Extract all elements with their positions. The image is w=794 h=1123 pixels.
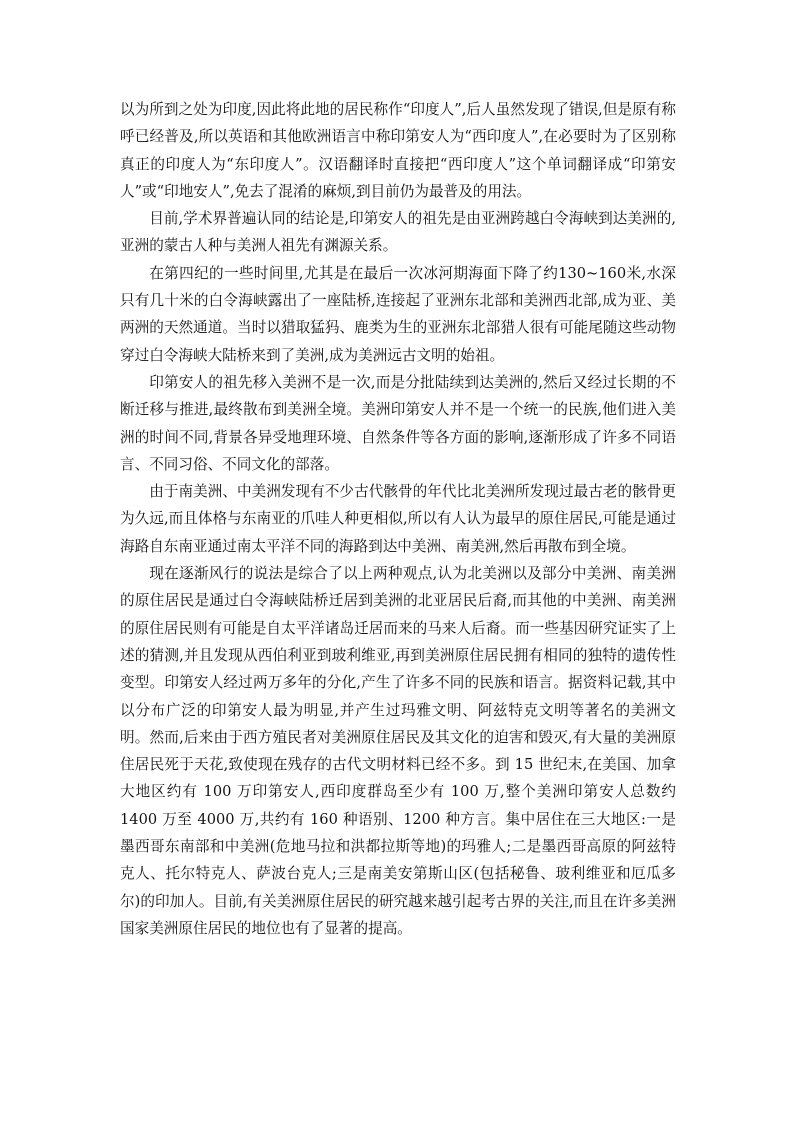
document-body bbox=[120, 96, 676, 942]
paragraph-4: 印第安人的祖先移入美洲不是一次,而是分批陆续到达美洲的,然后又经过长期的不断迁移与推进,最终散布到美洲全境。美洲印第安人并不是一个统一的民族,他们进入美洲的时间不同,背景各异受地理环境、自然条件等各方面的影响,逐渐形成了许多不同语言、不同习俗、不同文化的部落。 bbox=[120, 373, 676, 473]
paragraph-2: 目前,学术界普遍认同的结论是,印第安人的祖先是由亚洲跨越白令海峡到达美洲的,亚洲的蒙古人种与美洲人祖先有渊源关系。 bbox=[120, 210, 676, 255]
paragraph-1: 以为所到之处为印度,因此将此地的居民称作“印度人”,后人虽然发现了错误,但是原有称呼已经普及,所以英语和其他欧洲语言中称印第安人为“西印度人”,在必要时为了区别称真正的印度人为“东印度人”。汉语翻译时直接把“西印度人”这个单词翻译成“印第安人”或“印地安人”,免去了混淆的麻烦,到目前仍为最普及的用法。 bbox=[120, 101, 676, 200]
paragraph-6: 现在逐渐风行的说法是综合了以上两种观点,认为北美洲以及部分中美洲、南美洲的原住居民是通过白令海峡陆桥迁居到美洲的北亚居民后裔,而其他的中美洲、南美洲的原住居民则有可能是自太平洋诸岛迁居而来的马来人后裔。而一些基因研究证实了上述的猜测,并且发现从西伯利亚到玻利维亚,再到美洲原住居民拥有相同的独特的遗传性变型。印第安人经过两万多年的分化,产生了许多不同的民族和语言。据资料记载,其中以分布广泛的印第安人最为明显,并产生过玛雅文明、阿兹特克文明等著名的美洲文明。然而,后来由于西方殖民者对美洲原住居民及其文化的迫害和毁灭,有大量的美洲原住居民死于天花,致使现在残存的古代文明材料已经不多。到 15 世纪末,在美国、加拿大地区约有 100 万印第安人,西印度群岛至少有 100 万,整个美洲印第安人总数约 1400 万至 4000 万,共约有 160 种语别、1200 种方言。集中居住在三大地区:一是墨西哥东南部和中美洲(危地马拉和洪都拉斯等地)的玛雅人;二是墨西哥高原的阿兹特克人、托尔特克人、萨波台克人;三是南美安第斯山区(包括秘鲁、玻利维亚和厄瓜多尔)的印加人。目前,有关美洲原住居民的研究越来越引起考古界的关注,而且在许多美洲国家美洲原住居民的地位也有了显著的提高。 bbox=[120, 565, 676, 937]
paragraph-3: 在第四纪的一些时间里,尤其是在最后一次冰河期海面下降了约130~160米,水深只有几十米的白令海峡露出了一座陆桥,连接起了亚洲东北部和美洲西北部,成为亚、美两洲的天然通道。当时以猎取猛犸、鹿类为生的亚洲东北部猎人很有可能尾随这些动物穿过白令海峡大陆桥来到了美洲,成为美洲远古文明的始祖。 bbox=[120, 264, 676, 364]
paragraph-5: 由于南美洲、中美洲发现有不少古代骸骨的年代比北美洲所发现过最古老的骸骨更为久远,而且体格与东南亚的爪哇人种更相似,所以有人认为最早的原住居民,可能是通过海路自东南亚通过南太平洋不同的海路到达中美洲、南美洲,然后再散布到全境。 bbox=[120, 483, 676, 555]
